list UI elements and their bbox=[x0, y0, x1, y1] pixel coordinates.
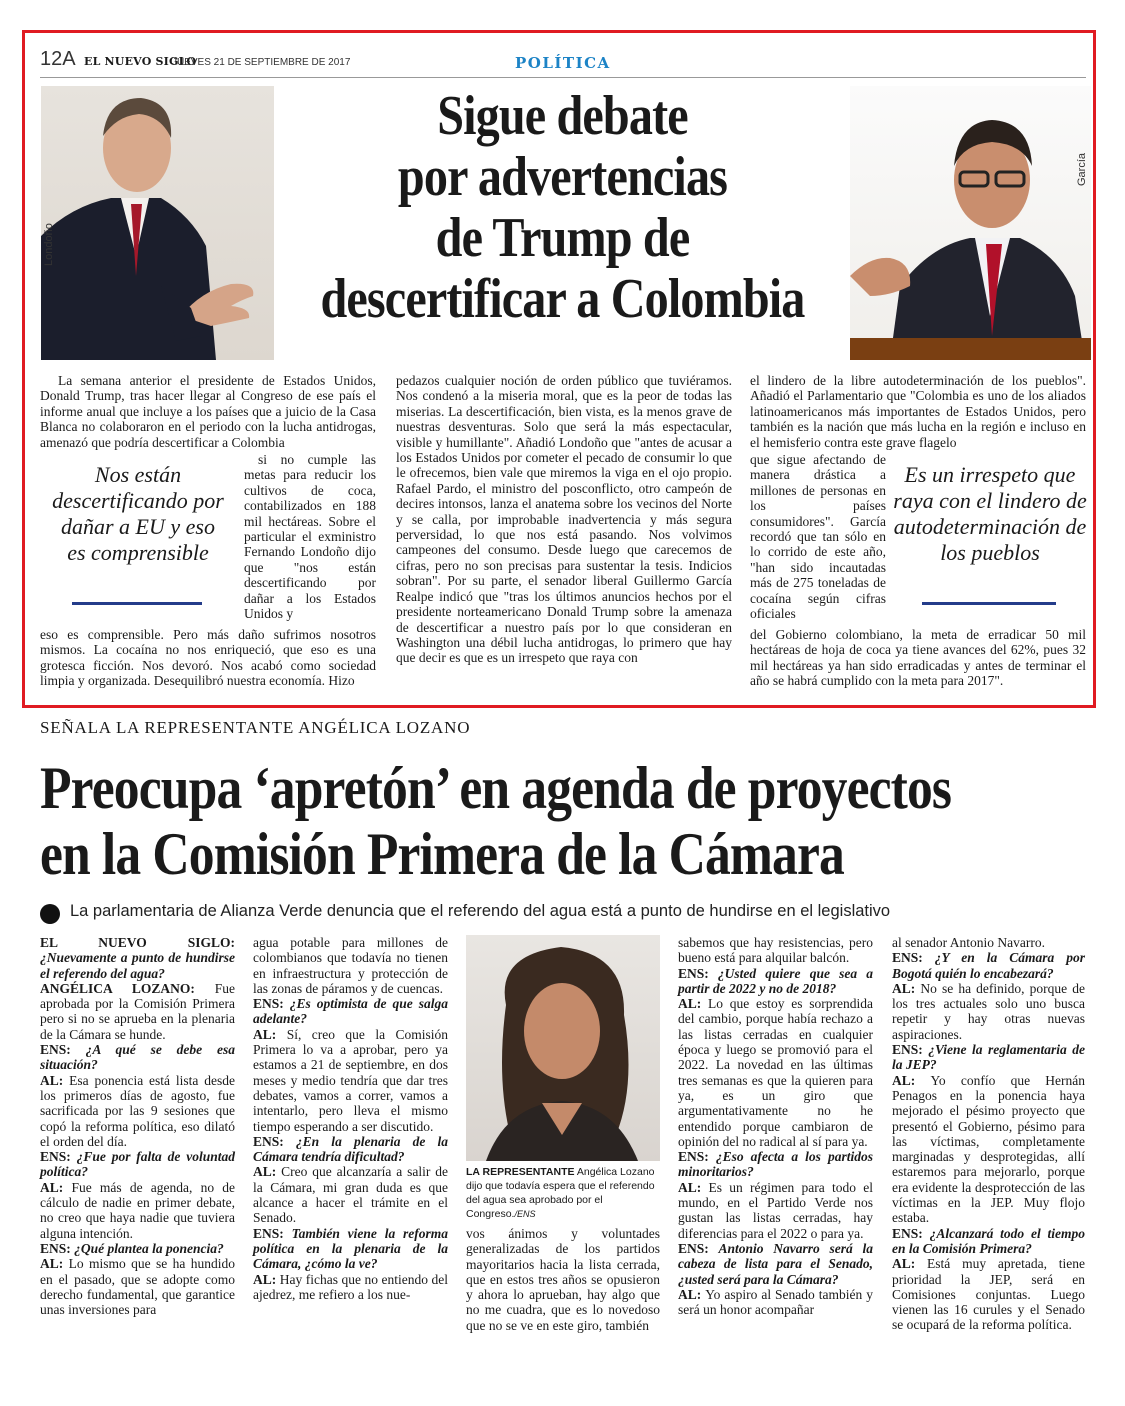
story1-col2: pedazos cualquier noción de orden público que tuviéramos. Nos condenó a la miseria moral, que es la peor de todas las miserias. La descertificación, bien vista, es la menos grave de nuestras desventuras. Solo que será la más espectacular, visible y humillante". Añadió Londoño que "antes de acusar a los Estados Unidos por cometer el pecado de consumir lo que le ofrecemos, bien vale que miremos la viga en el ojo propio. Rafael Pardo, el ministro del posconflicto, otro campeón de decires intonsos, lanza el anatema sobre los vecinos del Norte y se calla, por improbable inadvertencia y más segura perversidad, lo que nos está pasando. Nos volvimos campeones del consumo. Desde luego que carecemos de cifras, pero no son precisas para sustentar la tesis. Indicios sobran". Por su parte, el senador liberal Guillermo García Realpe indicó que "tras los últimos anuncios hechos por el presidente norteamericano Donald Trump sobre la amenaza de descertificar a nuestro país por lo que consideran en Washington una débil lucha antidrogas, lo primero que hay que decir es que es un irrespeto que raya con bbox=[396, 373, 732, 666]
interview-answer: agua potable para millones de colombianos que todavía no tienen en infraestructura y protección de las zonas de páramos y de cuencas. bbox=[253, 935, 448, 996]
interview-answer: sabemos que hay resistencias, pero bueno está para alquilar balcón. bbox=[678, 935, 873, 966]
story1-col1-bottom: eso es comprensible. Pero más daño sufrimos nosotros mismos. La cocaína no nos enriqueció, que eso es una grotesca ficción. Nos devoró. Nos acabó como sociedad limpia y organizada. Desequilibró nuestra economía. Hizo bbox=[40, 627, 376, 689]
page-number: 12A bbox=[40, 48, 76, 70]
story2-kicker: SEÑALA LA REPRESENTANTE ANGÉLICA LOZANO bbox=[40, 718, 471, 737]
photo-label-londono: Londoño bbox=[43, 223, 55, 266]
headline-apreton-agenda bbox=[40, 755, 969, 887]
photo-caption: LA REPRESENTANTE Angélica Lozano dijo que todavía espera que el referendo del agua sea aprobado por el Congreso./ENS bbox=[466, 1166, 655, 1220]
headline-line: por advertencias bbox=[397, 146, 728, 208]
photo-label-garcia: García bbox=[1076, 152, 1088, 186]
pullquote-right-rule bbox=[922, 602, 1056, 605]
headline-trump-descertificacion bbox=[311, 86, 814, 330]
interview-question: ENS: ¿Qué plantea la ponencia? bbox=[40, 1240, 224, 1256]
interview-answer: AL: Fue más de agenda, no de cálculo de nadie en primer debate, no creo que haya nadie que tuviera alguna intención. bbox=[40, 1179, 235, 1241]
story1-col1-top: La semana anterior el presidente de Estados Unidos, Donald Trump, tras hacer llegar al Congreso de ese país el informe anual que incluye a los países que a juicio de la Casa Blanca no colaboraron en el periodo con la lucha antidrogas, amenazó que podría descertificar a Colombia bbox=[40, 373, 376, 450]
headline-line: en la Comisión Primera de la Cámara bbox=[40, 821, 844, 887]
portrait-illustration bbox=[41, 86, 274, 360]
story1-col1-narrow: si no cumple las metas para reducir los cultivos de coca, contabilizados en 188 mil hectáreas. Sobre el particular el exministro Fernando Londoño dijo que "nos están descertificando por dañar a los Estados Unidos y bbox=[244, 452, 376, 622]
pullquote-left-rule bbox=[72, 602, 202, 605]
interview-question: ENS: ¿Fue por falta de voluntad política? bbox=[40, 1149, 235, 1180]
interview-answer: al senador Antonio Navarro. bbox=[892, 935, 1045, 950]
bullet-icon bbox=[40, 904, 60, 924]
portrait-illustration bbox=[850, 86, 1091, 360]
interview-answer: AL: Sí, creo que la Comisión Primera lo va a aprobar, pero ya estamos a 21 de septiembre, en dos meses y medio tendría que dar tres debates, vamos a correr, vamos a intentarlo, pero lleva el mismo tiempo esperando a ser discutido. bbox=[253, 1026, 449, 1134]
newspaper-name: EL NUEVO SIGLO bbox=[84, 55, 197, 68]
interview-answer: AL: Creo que alcanzaría a salir de la Cámara, mi gran duda es que alcance a hacer el trámite en el Senado. bbox=[253, 1164, 448, 1226]
interview-answer: AL: Lo mismo que se ha hundido en el pasado, que se adopte como derecho fundamental, que garantice unas inversiones para bbox=[40, 1256, 236, 1318]
story1-col3-narrow: que sigue afectando de manera drástica a millones de personas en los países consumidores". García recordó que tan sólo en lo corrido de este año, "han sido incautadas más de 275 toneladas de cocaína según cifras oficiales bbox=[750, 452, 886, 622]
interview-answer: AL: No se ha definido, porque de los tres actuales solo uno busca repetir y hay otras nuevas aspiraciones. bbox=[892, 980, 1085, 1042]
interview-answer: AL: Está muy apretada, tiene prioridad la JEP, será en Comisiones conjuntas. Luego vienen las 16 curules y el Senado se ocupará de la reforma política. bbox=[892, 1256, 1085, 1333]
interview-answer: AL: Lo que estoy es sorprendida del cambio, porque había rechazo a las listas cerradas en cualquier época y luego se promovió para el 2022. La novedad en las últimas tres semanas es que la quieren para ya, es un giro que argumentativamente no he entendido porque cambiaron de opinión del no radical al sí para ya. bbox=[678, 996, 874, 1149]
pullquote-left: Nos están descertificando por dañar a EU y eso es comprensible bbox=[52, 462, 224, 565]
interview-question: ENS: Antonio Navarro será la cabeza de lista para el Senado, ¿usted será para la Cámara? bbox=[678, 1240, 873, 1287]
interview-question: ENS: ¿En la plenaria de la Cámara tendría dificultad? bbox=[253, 1133, 448, 1165]
story1-col3-bottom: del Gobierno colombiano, la meta de erradicar 50 mil hectáreas de hoja de coca ya tiene avances del 62%, pues 32 mil hectáreas ya han sido erradicadas y antes de terminar el año se habrá cumplido con la meta para 2017". bbox=[750, 627, 1086, 689]
interview-col4 bbox=[678, 935, 873, 1317]
headline-line: Preocupa ‘apretón’ en agenda de proyectos bbox=[40, 755, 952, 821]
interview-question: ENS: ¿Viene la reglamentaria de la JEP? bbox=[892, 1042, 1086, 1073]
page-header bbox=[40, 48, 1086, 78]
headline-line: de Trump de bbox=[435, 207, 690, 269]
photo-angelica-lozano bbox=[466, 935, 660, 1161]
interview-col1 bbox=[40, 935, 235, 1317]
interview-question: ENS: ¿Y en la Cámara por Bogotá quién lo encabezará? bbox=[892, 950, 1085, 981]
interview-question: ENS: ¿Alcanzará todo el tiempo en la Comisión Primera? bbox=[892, 1225, 1086, 1256]
photo-garcia bbox=[850, 86, 1091, 360]
headline-line: Sigue debate bbox=[437, 85, 688, 147]
portrait-illustration bbox=[466, 935, 660, 1161]
pullquote-right: Es un irrespeto que raya con el lindero de autodeterminación de los pueblos bbox=[893, 462, 1087, 565]
interview-answer: AL: Yo aspiro al Senado también y será un honor acompañar bbox=[678, 1286, 873, 1318]
interview-col5 bbox=[892, 935, 1085, 1333]
interview-answer: AL: Yo confío que Hernán Penagos en la ponencia haya mejorado el pésimo proyecto que presentó el Gobierno, pésimo para las víctimas, completamente marginadas y desprotegidas, allí estaremos para mejorarlo, porque era evidente la desprotección de las víctimas en la JEP. Muy flojo estaba. bbox=[892, 1072, 1086, 1226]
interview-question: ENS: ¿Es optimista de que salga adelante? bbox=[253, 996, 449, 1027]
story2-subhead: La parlamentaria de Alianza Verde denuncia que el referendo del agua está a punto de hundirse en el legislativo bbox=[70, 902, 891, 920]
story1-col3-top: el lindero de la libre autodeterminación de los pueblos". Añadió el Parlamentario que "Colombia es uno de los aliados latinoamericanos más importantes de Estados Unidos, pero también es la nación que más lucha en la región e incluso en el hemisferio contra este grave flagelo bbox=[750, 373, 1086, 450]
interview-question: EL NUEVO SIGLO: ¿Nuevamente a punto de hundirse el referendo del agua? bbox=[40, 935, 235, 981]
interview-answer: AL: Es un régimen para todo el mundo, en el Partido Verde nos gustan las listas cerradas, hay diferencias para el 2022 o para ya. bbox=[678, 1179, 873, 1241]
interview-question: ENS: ¿Usted quiere que sea a partir de 2022 y no de 2018? bbox=[678, 965, 873, 996]
interview-col3: vos ánimos y voluntades generalizadas de los partidos mayoritarios hacia la lista cerrada, que en estos tres años se opusieron y ahora lo aprueban, hay algo que no me cuadra, que es lo novedoso que no se ve en este giro, también bbox=[466, 1226, 660, 1333]
interview-answer: ANGÉLICA LOZANO: Fue aprobada por la Comisión Primera pero si no se aprueba en la plenaria de la Cámara se hunde. bbox=[40, 980, 235, 1042]
interview-answer: AL: Hay fichas que no entiendo del ajedrez, me refiero a los nue- bbox=[253, 1271, 448, 1302]
interview-answer: AL: Esa ponencia está lista desde los primeros días de agosto, fue sacrificada por las 9 sesiones que copó la reforma política, eso dilató el orden del día. bbox=[40, 1072, 235, 1149]
interview-question: ENS: ¿Eso afecta a los partidos minoritarios? bbox=[678, 1149, 873, 1180]
interview-col2 bbox=[253, 935, 448, 1302]
interview-question: ENS: También viene la reforma política en la plenaria de la Cámara, ¿cómo la ve? bbox=[253, 1225, 448, 1272]
edition-date: JUEVES 21 DE SEPTIEMBRE DE 2017 bbox=[172, 57, 351, 68]
photo-londono bbox=[41, 86, 274, 360]
section-label: POLÍTICA bbox=[515, 54, 611, 72]
interview-question: ENS: ¿A qué se debe esa situación? bbox=[40, 1042, 235, 1073]
headline-line: descertificar a Colombia bbox=[320, 268, 805, 330]
